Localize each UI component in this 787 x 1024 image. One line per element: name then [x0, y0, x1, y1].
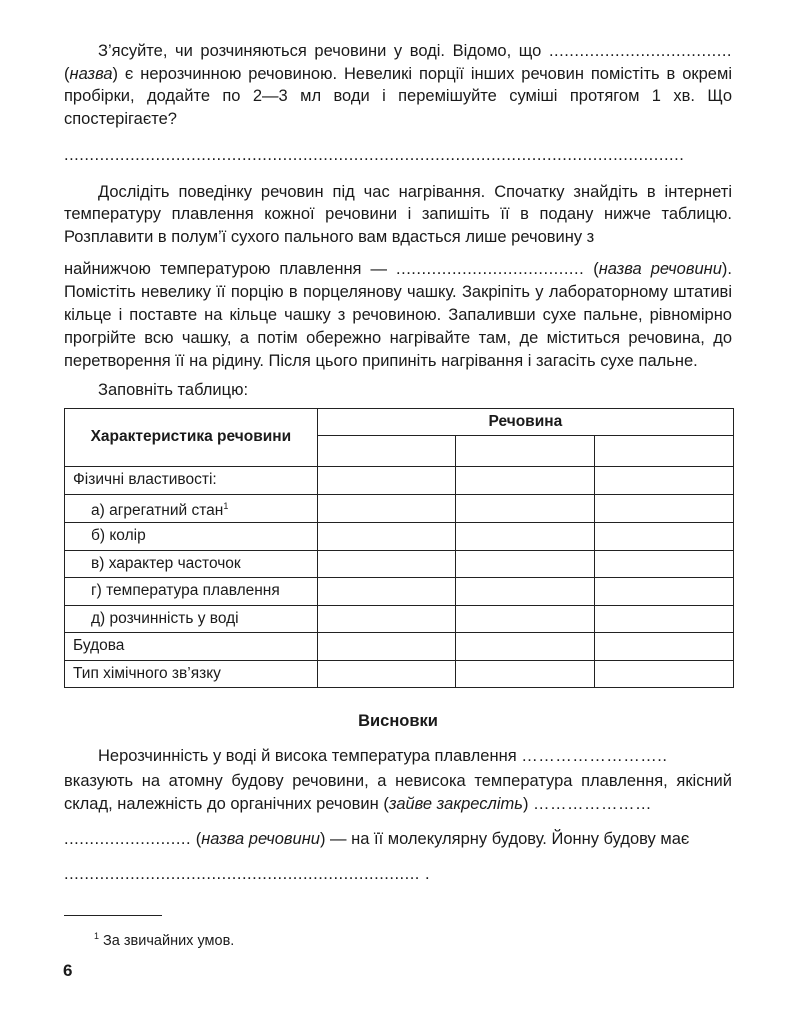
row-label: а) агрегатний стан$^1$ — [65, 494, 318, 523]
table-cell[interactable] — [595, 494, 734, 523]
table-cell[interactable] — [595, 523, 734, 551]
table-row — [65, 467, 734, 495]
footnote-divider — [64, 915, 162, 916]
table-cell[interactable] — [595, 436, 734, 467]
table-row — [65, 494, 734, 523]
fill-table-prompt: Заповніть таблицю: — [98, 381, 249, 399]
row-label: б) колір — [65, 523, 318, 551]
table-cell[interactable] — [456, 467, 595, 495]
table-cell[interactable] — [317, 523, 456, 551]
table-cell[interactable] — [317, 436, 456, 467]
conclusion-line: Нерозчинність у воді й висока температура плавлення …………………….. — [98, 746, 668, 765]
header-substance: Речовина — [317, 408, 733, 436]
table-row — [65, 605, 734, 633]
table-cell[interactable] — [595, 467, 734, 495]
table-cell[interactable] — [595, 633, 734, 661]
table-cell[interactable] — [456, 550, 595, 578]
paragraph-heating-intro: Дослідіть поведінку речовин під час нагрівання. Спочатку знайдіть в інтернеті температуру плавлення кожної речовини і запишіть її в подану нижче таблицю. Розплавити в полум’ї сухого пального вам вдасться лише речовину з — [64, 182, 732, 246]
conclusion-line: ......................... (назва речовини) — на її молекулярну будову. Йонну будову має — [64, 829, 690, 848]
conclusion-line: вказують на атомну будову речовини, а невисока температура плавлення, якісний склад, належність до органічних речовин (зайве закресліть) ………………… — [64, 771, 732, 813]
row-label: Будова — [65, 633, 318, 661]
table-row — [65, 578, 734, 606]
table-row — [65, 633, 734, 661]
table-cell[interactable] — [317, 578, 456, 606]
table-cell[interactable] — [317, 550, 456, 578]
row-label: д) розчинність у воді — [65, 605, 318, 633]
table-cell[interactable] — [317, 605, 456, 633]
conclusion-line — [64, 863, 732, 886]
row-label: Тип хімічного зв’язку — [65, 660, 318, 688]
table-cell[interactable] — [317, 660, 456, 688]
table-cell[interactable] — [317, 467, 456, 495]
table-cell[interactable] — [456, 523, 595, 551]
blank-dots: ………………… — [533, 794, 653, 813]
header-characteristic: Характеристика речовини — [65, 408, 318, 467]
blank-dots: ......................... — [64, 829, 192, 848]
footnote: $^1$ За звичайних умов. — [94, 931, 235, 949]
paragraph-solubility: З’ясуйте, чи розчиняються речовини у воді. Відомо, що .................................... (назва) є нерозчинною речовиною. Невеликі порції інших речовин помістіть в окремі пробірки, додайте по 2—3 мл води і перемішуйте суміші протягом 1 хв. Що спостерігаєте? — [64, 42, 732, 128]
table-cell[interactable] — [595, 578, 734, 606]
table-cell[interactable] — [456, 633, 595, 661]
properties-table — [64, 408, 734, 689]
table-cell[interactable] — [317, 633, 456, 661]
conclusions-section — [64, 745, 732, 886]
table-cell[interactable] — [456, 660, 595, 688]
footnote-mark: 1 — [223, 500, 229, 511]
conclusions-title: Висновки — [358, 712, 438, 730]
blank-dots: ...................................................................... . — [64, 864, 431, 883]
table-cell[interactable] — [595, 605, 734, 633]
table-cell[interactable] — [456, 494, 595, 523]
table-row — [65, 660, 734, 688]
table-row — [65, 523, 734, 551]
page-number: 6 — [63, 961, 73, 980]
table-header-row — [65, 408, 734, 436]
page-content — [64, 40, 732, 886]
blank-dots: .................................... — [548, 42, 732, 60]
table-cell[interactable] — [456, 436, 595, 467]
row-label: г) температура плавлення — [65, 578, 318, 606]
answer-line: .......................................................................................................................... — [64, 146, 685, 164]
blank-dots: …………………….. — [521, 746, 668, 765]
footnote-mark: 1 — [94, 931, 100, 941]
row-label: Фізичні властивості: — [65, 467, 318, 495]
table-cell[interactable] — [595, 660, 734, 688]
table-cell[interactable] — [595, 550, 734, 578]
table-cell[interactable] — [456, 578, 595, 606]
blank-dots: ..................................... — [396, 260, 585, 278]
table-cell[interactable] — [317, 494, 456, 523]
row-label: в) характер часточок — [65, 550, 318, 578]
paragraph-heating: найнижчою температурою плавлення — ..................................... (назва речовини). Помістіть невелику її порцію в порцелянову чашку. Закріпіть у лабораторному штативі кільце і поставте на кільце чашку з речовиною. Запаливши сухе пальне, рівномірно прогрійте всю чашку, а потім обережно нагрівайте там, де міститься речовина, до перетворення її на рідину. Після цього припиніть нагрівання і загасіть сухе пальне. — [64, 260, 732, 370]
table-cell[interactable] — [456, 605, 595, 633]
table-row — [65, 550, 734, 578]
